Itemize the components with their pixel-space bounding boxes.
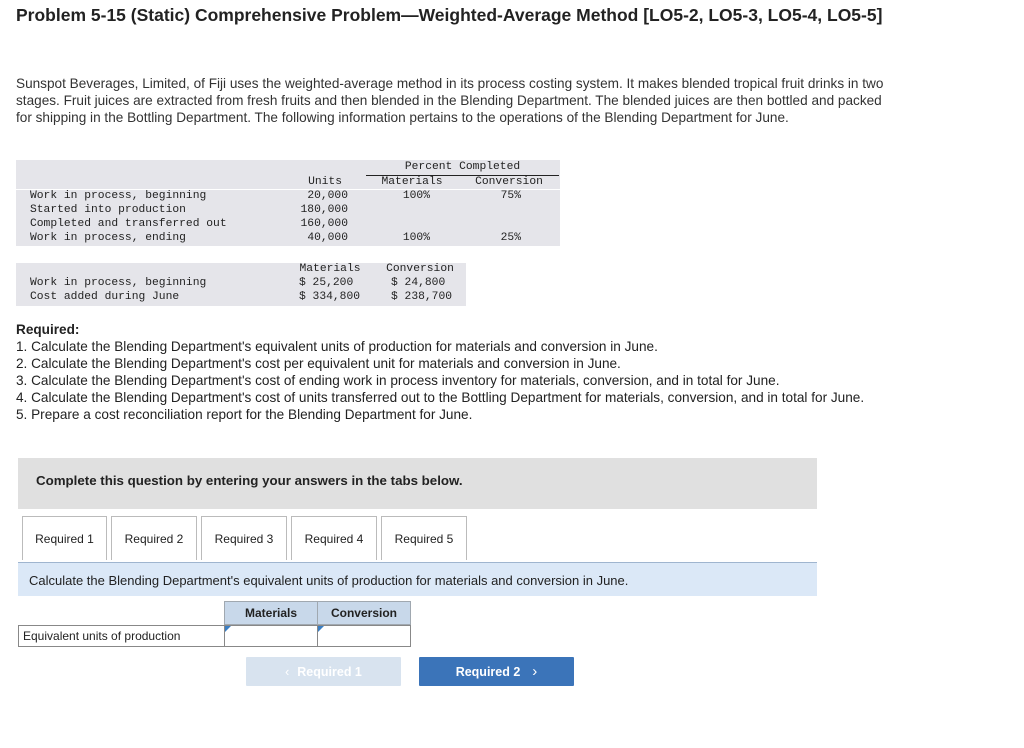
cost-row-label: Cost added during June xyxy=(30,291,180,303)
chevron-left-icon: ‹ xyxy=(285,664,290,679)
units-col-header: Units xyxy=(308,176,342,188)
cost-row-label: Work in process, beginning xyxy=(30,277,207,289)
cost-materials-header: Materials xyxy=(299,263,361,275)
page-title: Problem 5-15 (Static) Comprehensive Problem—Weighted-Average Method [LO5-2, LO5-3, LO5-4, LO5-5] xyxy=(16,5,883,25)
cost-row-conversion: $ 238,700 xyxy=(391,291,453,303)
units-row-materials: 100% xyxy=(402,190,430,202)
conversion-col-header: Conversion xyxy=(475,176,543,188)
input-flag-icon xyxy=(225,626,231,632)
cost-row-materials: $ 334,800 xyxy=(299,291,361,303)
conversion-equivalent-units-input[interactable] xyxy=(318,626,410,646)
units-row-units: 40,000 xyxy=(307,232,348,244)
required-heading: Required: xyxy=(16,322,80,337)
required-item: 5. Prepare a cost reconciliation report for the Blending Department for June. xyxy=(16,407,473,422)
answer-row-label: Equivalent units of production xyxy=(18,625,225,647)
required-section xyxy=(16,321,896,423)
units-row-units: 160,000 xyxy=(300,218,348,230)
cost-conversion-header: Conversion xyxy=(386,263,454,275)
next-button-label: Required 2 xyxy=(455,664,521,679)
units-row-conversion: 75% xyxy=(500,190,521,202)
required-item: 4. Calculate the Blending Department's cost of units transferred out to the Bottling Department for materials, conversion, and in total for June. xyxy=(16,390,865,405)
problem-intro: Sunspot Beverages, Limited, of Fiji uses the weighted-average method in its process costing system. It makes blended tropical fruit drinks in two stages. Fruit juices are extracted from fresh fruits and then blended in the Blending Department. The blended juices are then bottled and packed for shipping in the Bottling Department. The following information pertains to the operations of the Blending Department for June. xyxy=(16,76,884,125)
units-row-label: Work in process, ending xyxy=(30,232,186,244)
required-item: 2. Calculate the Blending Department's cost per equivalent unit for materials and conversion in June. xyxy=(16,356,621,371)
units-row-label: Completed and transferred out xyxy=(30,218,227,230)
complete-banner-text: Complete this question by entering your answers in the tabs below. xyxy=(36,473,463,488)
tab-required-1[interactable]: Required 1 xyxy=(22,516,107,560)
tab-required-4[interactable]: Required 4 xyxy=(291,516,377,560)
instruction-text: Calculate the Blending Department's equivalent units of production for materials and conversion in June. xyxy=(29,573,629,588)
prev-button-label: Required 1 xyxy=(297,664,362,679)
input-flag-icon xyxy=(318,626,324,632)
materials-equivalent-units-input[interactable] xyxy=(225,626,317,646)
answer-materials-header: Materials xyxy=(224,601,318,625)
units-row-label: Work in process, beginning xyxy=(30,190,207,202)
materials-input-cell xyxy=(224,625,318,647)
units-row-materials: 100% xyxy=(402,232,430,244)
tab-required-3[interactable]: Required 3 xyxy=(201,516,287,560)
instruction-bar xyxy=(18,562,817,596)
chevron-right-icon: › xyxy=(532,663,538,680)
units-row-units: 20,000 xyxy=(307,190,348,202)
required-item: 1. Calculate the Blending Department's equivalent units of production for materials and conversion in June. xyxy=(16,339,658,354)
percent-completed-header: Percent Completed xyxy=(404,161,521,173)
conversion-input-cell xyxy=(317,625,411,647)
tab-required-5[interactable]: Required 5 xyxy=(381,516,467,560)
units-row-label: Started into production xyxy=(30,204,186,216)
required-item: 3. Calculate the Blending Department's cost of ending work in process inventory for materials, conversion, and in total for June. xyxy=(16,373,780,388)
complete-banner xyxy=(18,458,817,509)
answer-conversion-header: Conversion xyxy=(317,601,411,625)
cost-row-materials: $ 25,200 xyxy=(299,277,354,289)
next-button[interactable] xyxy=(419,657,574,686)
units-row-conversion: 25% xyxy=(500,232,521,244)
materials-col-header: Materials xyxy=(381,176,443,188)
prev-button[interactable] xyxy=(246,657,401,686)
units-row-units: 180,000 xyxy=(300,204,348,216)
cost-row-conversion: $ 24,800 xyxy=(391,277,446,289)
tab-required-2[interactable]: Required 2 xyxy=(111,516,197,560)
